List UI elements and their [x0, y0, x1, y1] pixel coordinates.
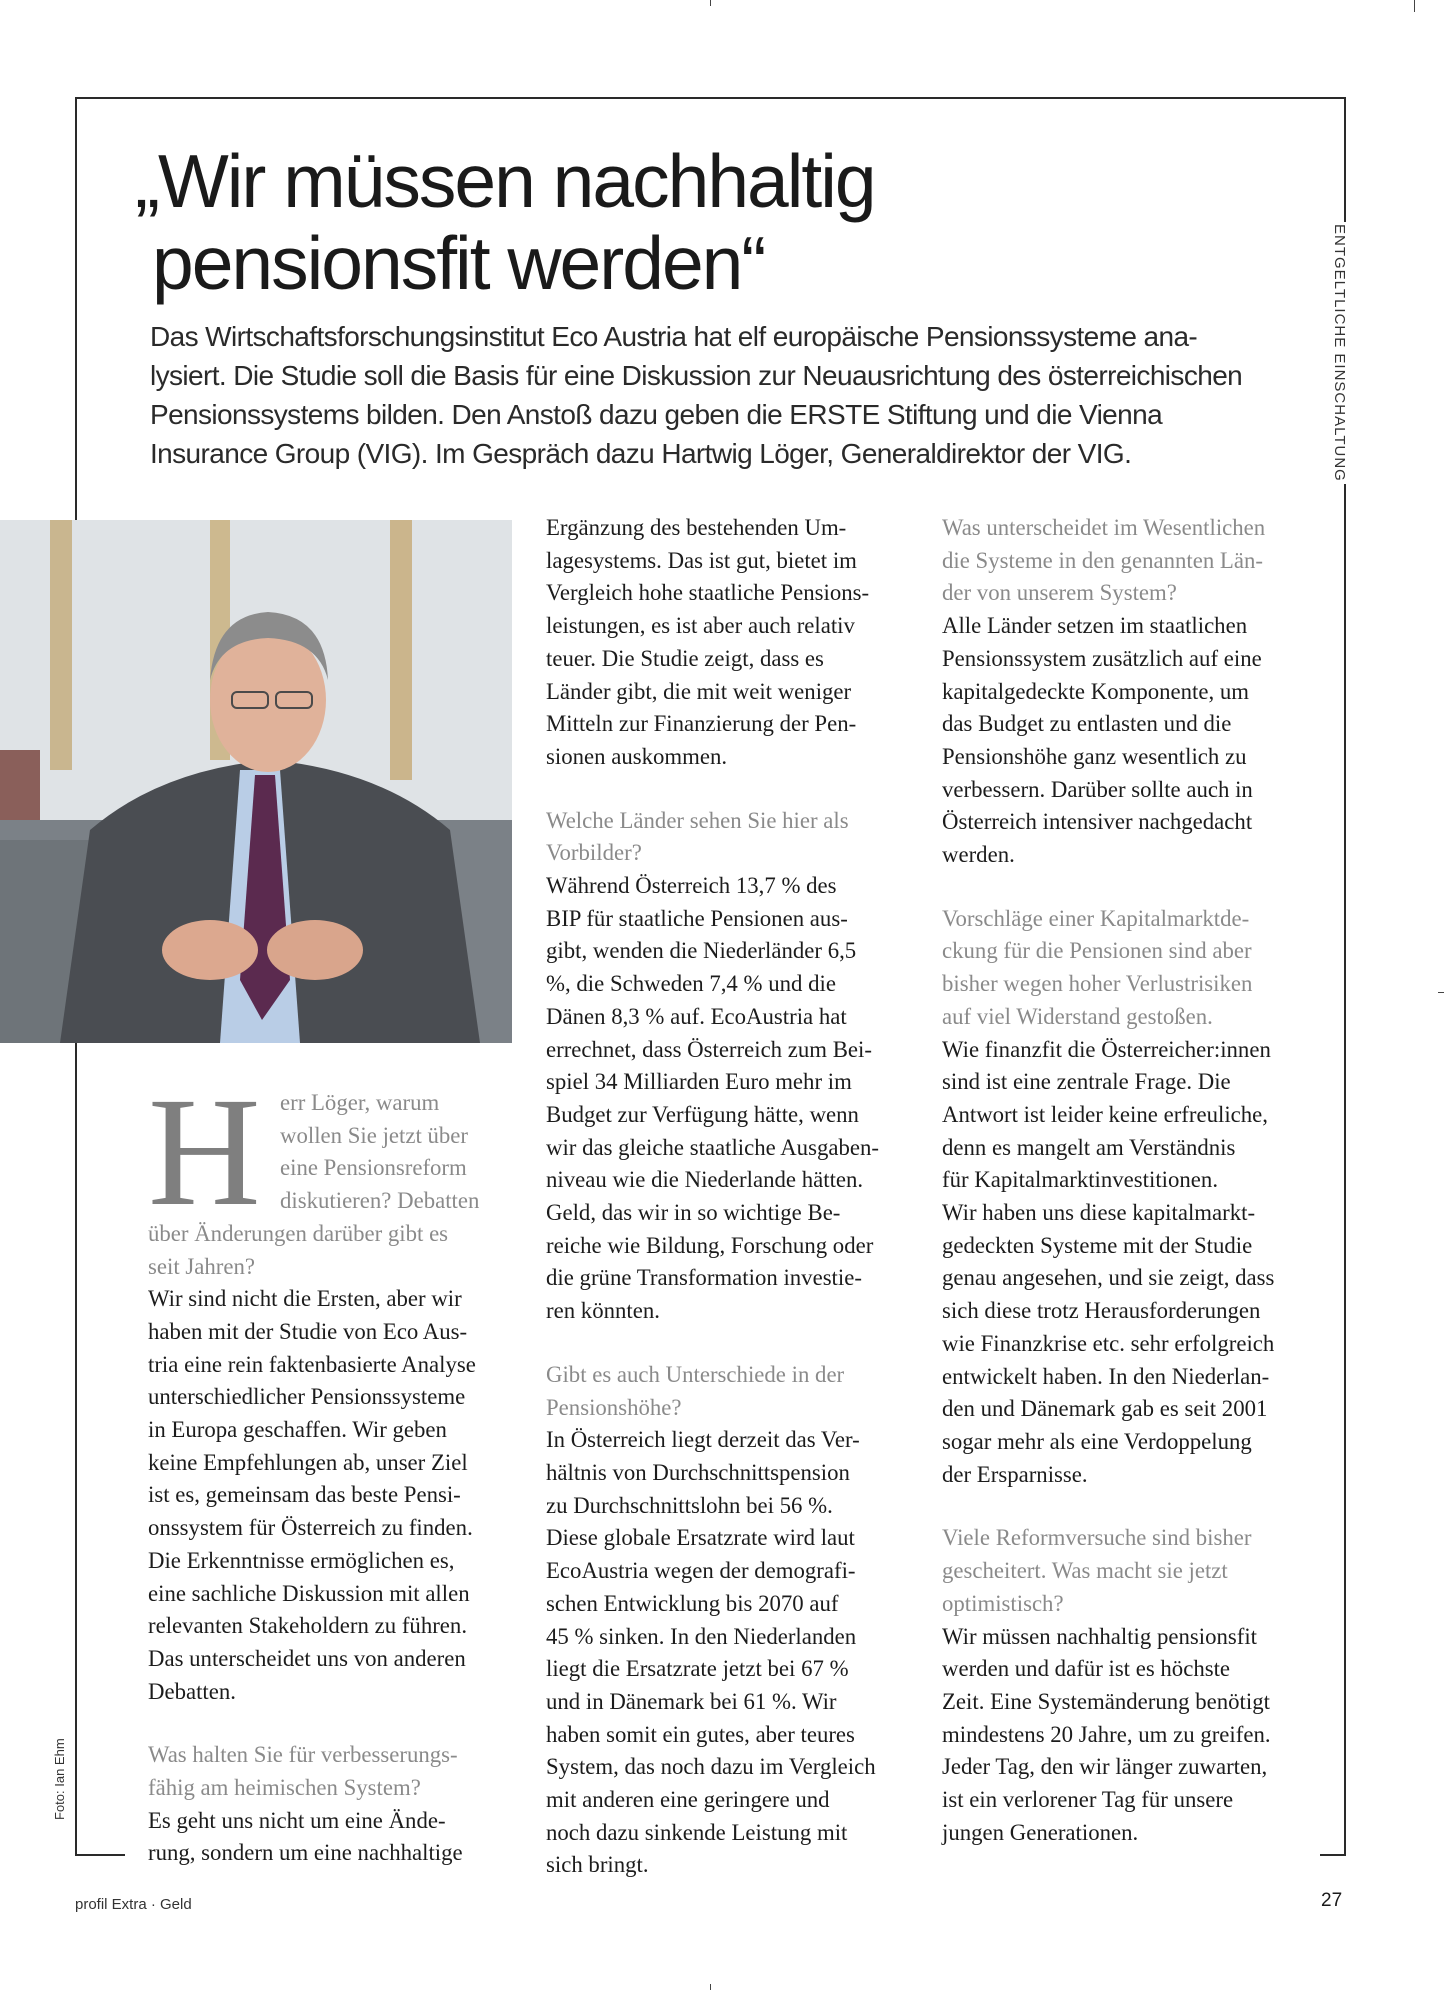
lead-line: Pensionssystems bilden. Den Anstoß dazu geben die ERSTE Stiftung und die Vienna [150, 399, 1163, 430]
answer-line: hältnis von Durchschnittspension [546, 1459, 850, 1485]
answer-line: Die Erkenntnisse ermöglichen es, [148, 1547, 455, 1573]
question-line: wollen Sie jetzt über [280, 1122, 469, 1148]
crop-mark [710, 1984, 711, 1990]
answer-line: Länder gibt, die mit weit weniger [546, 678, 852, 704]
answer-line: rung, sondern um eine nachhaltige [148, 1840, 463, 1866]
answer-line: Während Österreich 13,7 % des [546, 873, 837, 899]
answer-line: spiel 34 Milliarden Euro mehr im [546, 1069, 852, 1095]
portrait-photo [0, 520, 512, 1043]
answer-line: keine Empfehlungen ab, unser Ziel [148, 1449, 468, 1475]
frame-border-top [75, 97, 1345, 99]
answer-line: in Europa geschaffen. Wir geben [148, 1417, 447, 1443]
answer-line: Ergänzung des bestehenden Um- [546, 515, 847, 540]
answer-line: onssystem für Österreich zu finden. [148, 1515, 473, 1541]
answer-line: haben mit der Studie von Eco Aus- [148, 1318, 468, 1344]
question-line: eine Pensionsreform [280, 1155, 467, 1181]
answer-line: Das unterscheidet uns von anderen [148, 1645, 466, 1671]
answer-line: Pensionssystem zusätzlich auf eine [942, 645, 1262, 671]
question-line: Welche Länder sehen Sie hier als [546, 807, 849, 833]
question-line: Gibt es auch Unterschiede in der [546, 1361, 845, 1387]
answer-line: BIP für staatliche Pensionen aus- [546, 905, 848, 931]
answer-line: ist es, gemeinsam das beste Pensi- [148, 1482, 461, 1508]
answer-line: sich bringt. [546, 1852, 649, 1878]
answer-line: reiche wie Bildung, Forschung oder [546, 1232, 874, 1258]
answer-line: Budget zur Verfügung hätte, wenn [546, 1101, 859, 1127]
question-line: Vorbilder? [546, 840, 642, 866]
answer-line: sogar mehr als eine Verdoppelung [942, 1428, 1252, 1454]
lead-line: lysiert. Die Studie soll die Basis für eine Diskussion zur Neuausrichtung des österreichischen [150, 360, 1243, 391]
answer-line: kapitalgedeckte Komponente, um [942, 678, 1250, 704]
question-line: der von unserem System? [942, 580, 1177, 606]
question-line: die Systeme in den genannten Län- [942, 547, 1263, 573]
answer-line: wie Finanzkrise etc. sehr erfolgreich [942, 1330, 1275, 1356]
drop-cap: H [148, 1065, 261, 1238]
answer-line: werden und dafür ist es höchste [942, 1656, 1231, 1682]
answer-line: liegt die Ersatzrate jetzt bei 67 % [546, 1656, 849, 1682]
answer-line: jungen Generationen. [942, 1819, 1139, 1845]
headline-line: pensionsfit werden“ [152, 221, 765, 305]
answer-line: sionen auskommen. [546, 743, 728, 769]
answer-line: Wir haben uns diese kapitalmarkt- [942, 1200, 1256, 1226]
article-column-3 [942, 512, 1312, 1849]
crop-mark [1438, 992, 1444, 993]
answer-line: sich diese trotz Herausforderungen [942, 1298, 1261, 1324]
footer-publication: profil Extra · Geld [75, 1896, 192, 1913]
frame-border-left [75, 97, 77, 522]
answer-line: der Ersparnisse. [942, 1461, 1088, 1487]
answer-line: unterschiedlicher Pensionssysteme [148, 1384, 466, 1410]
question-line: err Löger, warum [280, 1090, 440, 1115]
answer-line: Antwort ist leider keine erfreuliche, [942, 1101, 1268, 1127]
photo-credit: Foto: Ian Ehm [52, 1738, 67, 1820]
answer-line: tria eine rein faktenbasierte Analyse [148, 1351, 476, 1377]
answer-line: genau angesehen, und sie zeigt, dass [942, 1265, 1275, 1291]
answer-line: lagesystems. Das ist gut, bietet im [546, 547, 857, 573]
answer-line: Alle Länder setzen im staatlichen [942, 613, 1248, 639]
answer-line: mit anderen eine geringere und [546, 1787, 830, 1813]
lead-paragraph [150, 317, 1300, 473]
answer-line: Jeder Tag, den wir länger zuwarten, [942, 1754, 1268, 1780]
question-line: Vorschläge einer Kapitalmarktde- [942, 905, 1250, 931]
answer-line: werden. [942, 842, 1015, 868]
answer-line: noch dazu sinkende Leistung mit [546, 1819, 848, 1845]
article-column-2 [546, 512, 916, 1882]
answer-line: %, die Schweden 7,4 % und die [546, 971, 836, 997]
frame-border-bottom [75, 1854, 125, 1856]
crop-mark [1414, 0, 1415, 12]
lead-line: Insurance Group (VIG). Im Gespräch dazu Hartwig Löger, Generaldirektor der VIG. [150, 438, 1132, 469]
question-line: über Änderungen darüber gibt es [148, 1220, 449, 1246]
answer-line: für Kapitalmarktinvestitionen. [942, 1167, 1219, 1193]
answer-line: 45 % sinken. In den Niederlanden [546, 1623, 857, 1649]
answer-line: System, das noch dazu im Vergleich [546, 1754, 876, 1780]
answer-line: den und Dänemark gab es seit 2001 [942, 1396, 1268, 1422]
answer-line: schen Entwicklung bis 2070 auf [546, 1590, 839, 1616]
answer-line: Österreich intensiver nachgedacht [942, 809, 1253, 835]
answer-line: EcoAustria wegen der demografi- [546, 1558, 856, 1584]
question-line: Pensionshöhe? [546, 1394, 682, 1420]
answer-line: das Budget zu entlasten und die [942, 711, 1232, 737]
headline [135, 140, 1235, 304]
answer-line: In Österreich liegt derzeit das Ver- [546, 1427, 860, 1453]
answer-line: ist ein verlorener Tag für unsere [942, 1787, 1234, 1813]
portrait-illustration [0, 520, 512, 1043]
answer-line: Mitteln zur Finanzierung der Pen- [546, 711, 857, 737]
answer-line: leistungen, es ist aber auch relativ [546, 613, 855, 639]
answer-line: mindestens 20 Jahre, um zu greifen. [942, 1721, 1271, 1747]
answer-line: Debatten. [148, 1678, 236, 1704]
answer-line: eine sachliche Diskussion mit allen [148, 1580, 470, 1606]
answer-line: Es geht uns nicht um eine Ände- [148, 1807, 446, 1833]
answer-line: Geld, das wir in so wichtige Be- [546, 1200, 841, 1226]
answer-line: Pensionshöhe ganz wesentlich zu [942, 743, 1247, 769]
answer-line: die grüne Transformation investie- [546, 1265, 862, 1291]
answer-line: haben somit ein gutes, aber teures [546, 1721, 855, 1747]
answer-line: zu Durchschnittslohn bei 56 %. [546, 1492, 833, 1518]
answer-line: niveau wie die Niederlande hätten. [546, 1167, 864, 1193]
question-line: Was halten Sie für verbesserungs- [148, 1742, 458, 1768]
frame-border-bottom [1320, 1854, 1346, 1856]
answer-line: gibt, wenden die Niederländer 6,5 [546, 938, 857, 964]
question-line: fähig am heimischen System? [148, 1775, 421, 1801]
side-label: ENTGELTLICHE EINSCHALTUNG [1331, 224, 1348, 482]
answer-line: Wie finanzfit die Österreicher:innen [942, 1036, 1271, 1062]
page-number: 27 [1321, 1890, 1343, 1911]
crop-mark [710, 0, 711, 6]
answer-line: wir das gleiche staatliche Ausgaben- [546, 1134, 879, 1160]
article-column-1 [148, 1087, 518, 1870]
question-line: seit Jahren? [148, 1253, 255, 1279]
answer-line: Dänen 8,3 % auf. EcoAustria hat [546, 1003, 847, 1029]
frame-border-left [75, 1040, 77, 1855]
question-line: ckung für die Pensionen sind aber [942, 938, 1252, 964]
question-line: diskutieren? Debatten [280, 1188, 480, 1214]
question-line: auf viel Widerstand gestoßen. [942, 1003, 1213, 1029]
answer-line: teuer. Die Studie zeigt, dass es [546, 645, 824, 671]
answer-line: denn es mangelt am Verständnis [942, 1134, 1236, 1160]
answer-line: Vergleich hohe staatliche Pensions- [546, 580, 870, 606]
answer-line: errechnet, dass Österreich zum Bei- [546, 1036, 872, 1062]
answer-line: Zeit. Eine Systemänderung benötigt [942, 1688, 1270, 1714]
answer-line: Diese globale Ersatzrate wird laut [546, 1525, 855, 1551]
answer-line: verbessern. Darüber sollte auch in [942, 776, 1253, 802]
question-line: Viele Reformversuche sind bisher [942, 1525, 1252, 1551]
question-line: optimistisch? [942, 1590, 1064, 1616]
answer-line: ren könnten. [546, 1298, 660, 1324]
headline-line: „Wir müssen nachhaltig [135, 139, 875, 223]
answer-line: sind ist eine zentrale Frage. Die [942, 1069, 1231, 1095]
lead-line: Das Wirtschaftsforschungsinstitut Eco Austria hat elf europäische Pensionssysteme ana- [150, 321, 1198, 352]
answer-line: relevanten Stakeholdern zu führen. [148, 1613, 468, 1639]
answer-line: und in Dänemark bei 61 %. Wir [546, 1688, 837, 1714]
question-line: Was unterscheidet im Wesentlichen [942, 515, 1266, 540]
answer-line: entwickelt haben. In den Niederlan- [942, 1363, 1270, 1389]
answer-line: Wir müssen nachhaltig pensionsfit [942, 1623, 1258, 1649]
answer-line: Wir sind nicht die Ersten, aber wir [148, 1286, 462, 1312]
question-line: bisher wegen hoher Verlustrisiken [942, 971, 1253, 997]
question-line: gescheitert. Was macht sie jetzt [942, 1558, 1228, 1584]
answer-line: gedeckten Systeme mit der Studie [942, 1232, 1253, 1258]
